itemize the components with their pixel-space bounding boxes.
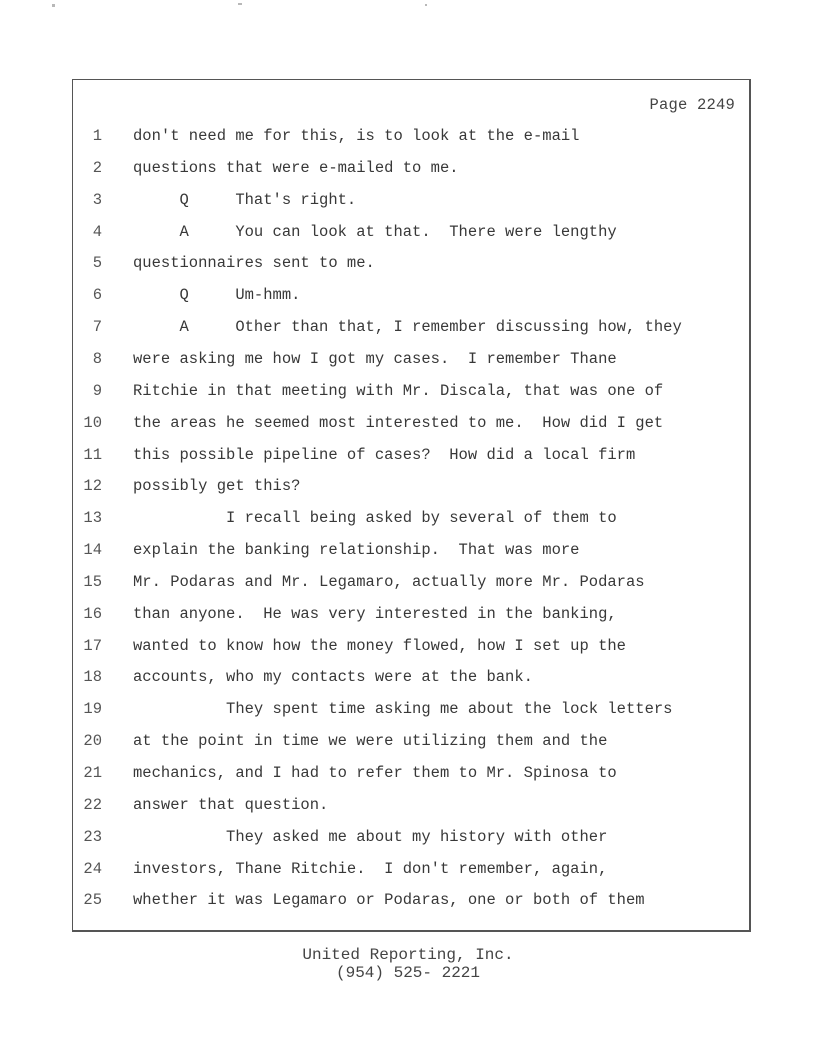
line-number: 9 [92, 381, 102, 400]
transcript-line [73, 382, 749, 402]
transcript-line [73, 159, 749, 179]
transcript-line [73, 541, 749, 561]
transcript-line [73, 891, 749, 911]
footer-phone: (954) 525- 2221 [335, 964, 481, 982]
line-number: 5 [92, 254, 102, 273]
scan-artifact [238, 3, 242, 5]
transcript-line [73, 828, 749, 848]
line-text: explain the banking relationship. That was more [133, 541, 580, 560]
transcript-line [73, 573, 749, 593]
transcript-line [73, 732, 749, 752]
transcript-line [73, 860, 749, 880]
line-text: whether it was Legamaro or Podaras, one or both of them [133, 891, 645, 910]
line-number: 22 [83, 795, 102, 814]
line-text: mechanics, and I had to refer them to Mr. Spinosa to [133, 764, 617, 782]
line-text: Q That's right. [133, 190, 357, 209]
line-number: 17 [83, 636, 102, 655]
line-text: investors, Thane Ritchie. I don't remember, again, [133, 859, 608, 878]
line-text: They spent time asking me about the lock letters [133, 700, 673, 719]
line-number: 4 [92, 222, 102, 241]
line-text: than anyone. He was very interested in the banking, [133, 604, 617, 623]
line-number: 23 [83, 827, 102, 846]
transcript-line [73, 637, 749, 657]
line-text: A You can look at that. There were lengthy [133, 222, 617, 241]
footer-company: United Reporting, Inc. [302, 946, 514, 964]
scan-artifact [425, 4, 427, 6]
line-text: questions that were e-mailed to me. [133, 158, 459, 177]
line-number: 12 [83, 477, 102, 496]
line-number: 3 [92, 190, 102, 209]
line-text: A Other than that, I remember discussing how, they [133, 318, 682, 337]
line-number: 10 [83, 413, 102, 432]
line-number: 25 [83, 891, 102, 910]
line-number: 11 [83, 445, 102, 464]
footer [0, 946, 816, 982]
transcript-line [73, 350, 749, 370]
line-number: 24 [83, 859, 102, 878]
line-number: 16 [83, 604, 102, 623]
transcript-line [73, 223, 749, 243]
line-number: 2 [92, 158, 102, 177]
transcript-line [73, 700, 749, 720]
line-text: at the point in time we were utilizing them and the [133, 732, 608, 751]
line-number: 13 [83, 509, 102, 528]
line-number: 15 [83, 572, 102, 591]
transcript-line [73, 668, 749, 688]
line-text: possibly get this? [133, 477, 301, 496]
scan-artifact [52, 4, 55, 7]
line-text: don't need me for this, is to look at the e-mail [133, 127, 580, 145]
line-number: 19 [83, 700, 102, 719]
transcript-page-frame [72, 79, 751, 932]
transcript-line [73, 191, 749, 211]
transcript-line [73, 605, 749, 625]
transcript-line [73, 477, 749, 497]
transcript-line [73, 509, 749, 529]
line-text: Q Um-hmm. [133, 286, 301, 305]
line-text: questionnaires sent to me. [133, 254, 375, 273]
line-text: wanted to know how the money flowed, how I set up the [133, 636, 626, 655]
transcript-line [73, 318, 749, 338]
transcript-line [73, 446, 749, 466]
line-text: I recall being asked by several of them to [133, 509, 617, 528]
line-number: 8 [92, 349, 102, 368]
transcript-line [73, 286, 749, 306]
line-text: answer that question. [133, 795, 329, 814]
line-number: 21 [83, 764, 102, 782]
line-text: They asked me about my history with other [133, 827, 608, 846]
line-number: 20 [83, 732, 102, 751]
transcript-line [73, 127, 749, 147]
line-number: 18 [83, 668, 102, 687]
line-number: 1 [92, 127, 102, 145]
line-text: Mr. Podaras and Mr. Legamaro, actually more Mr. Podaras [133, 572, 645, 591]
transcript-line [73, 796, 749, 816]
page-number: Page 2249 [649, 96, 735, 114]
line-text: accounts, who my contacts were at the bank. [133, 668, 533, 687]
line-text: Ritchie in that meeting with Mr. Discala, that was one of [133, 381, 664, 400]
line-number: 7 [92, 318, 102, 337]
line-text: the areas he seemed most interested to me. How did I get [133, 413, 664, 432]
transcript-line [73, 764, 749, 784]
line-number: 14 [83, 541, 102, 560]
line-text: this possible pipeline of cases? How did a local firm [133, 445, 636, 464]
line-text: were asking me how I got my cases. I remember Thane [133, 349, 617, 368]
transcript-line [73, 414, 749, 434]
transcript-line [73, 254, 749, 274]
line-number: 6 [92, 286, 102, 305]
